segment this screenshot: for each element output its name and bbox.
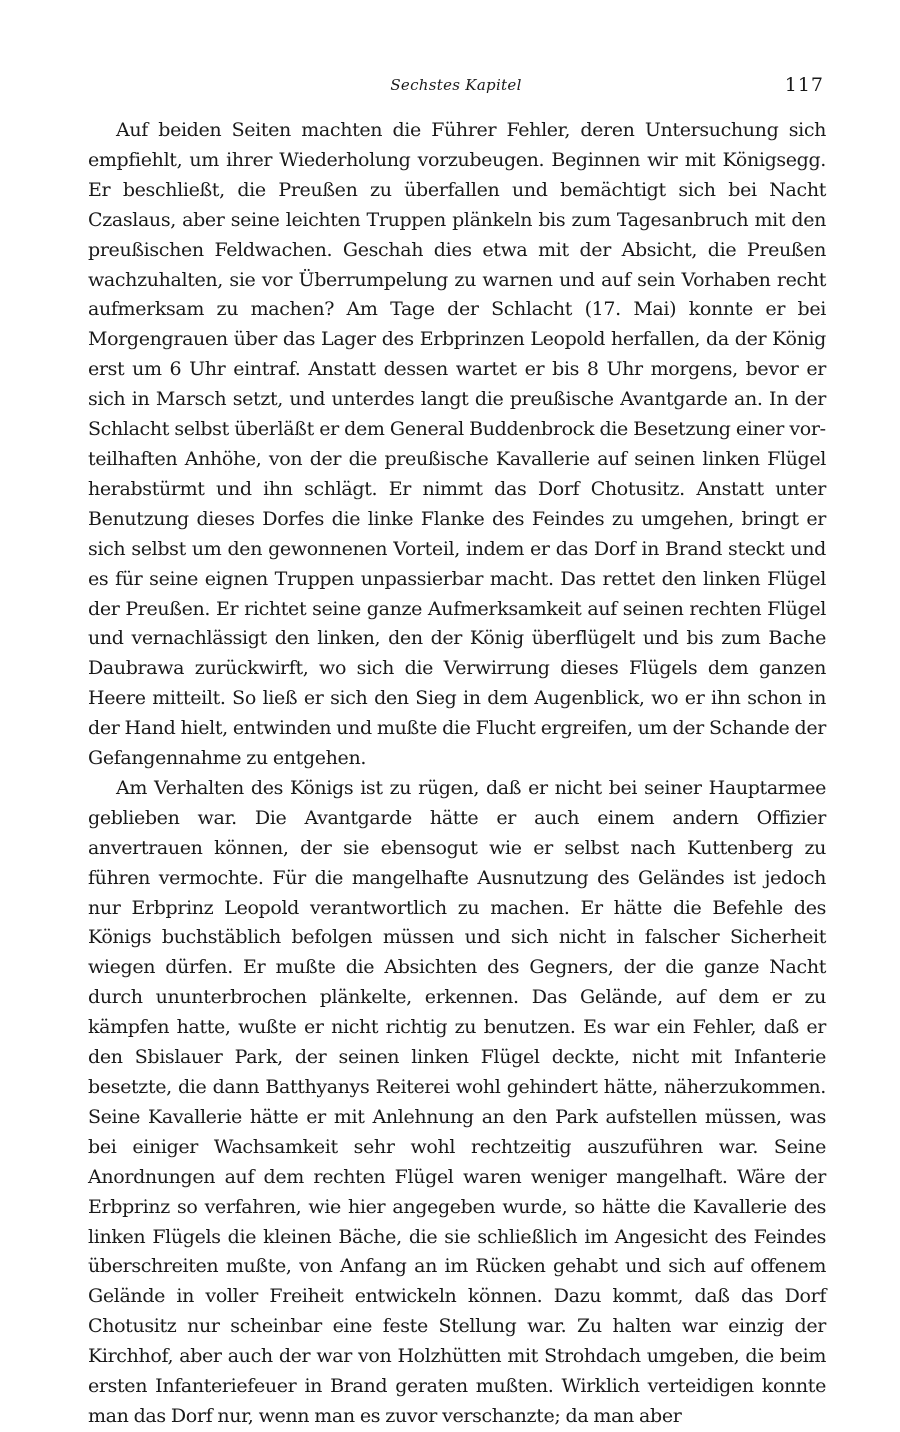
paragraph: Auf beiden Seiten machten die Führer Fehler, deren Untersuchung sich empfiehlt, um ihrer Wiederholung vorzubeugen. Beginnen wir mit Königsegg. Er beschließt, die Preußen zu überfallen und bemächtigt sich bei Nacht Czaslaus, aber seine leichten Truppen plänkeln bis zum Tagesanbruch mit den preußischen Feldwachen. Geschah dies etwa mit der Absicht, die Preußen wachzuhalten, sie vor Überrumpelung zu warnen und auf sein Vorhaben recht aufmerksam zu machen? Am Tage der Schlacht (17. Mai) konnte er bei Morgengrauen über das Lager des Erbprinzen Leopold herfallen, da der König erst um 6 Uhr eintraf. Anstatt dessen wartet er bis 8 Uhr morgens, bevor er sich in Marsch setzt, und unterdes langt die preußische Avantgarde an. In der Schlacht selbst überläßt er dem General Buddenbrock die Besetzung einer vorteilhaften Anhöhe, von der die preußische Kavallerie auf seinen linken Flügel herabstürmt und ihn schlägt. Er nimmt das Dorf Chotusitz. Anstatt unter Benutzung dieses Dorfes die linke Flanke des Feindes zu umgehen, bringt er sich selbst um den gewonnenen Vorteil, indem er das Dorf in Brand steckt und es für seine eignen Truppen unpassierbar macht. Das rettet den linken Flügel der Preußen. Er richtet seine ganze Aufmerksamkeit auf seinen rechten Flügel und vernachlässigt den linken, den der König überflügelt und bis zum Bache Daubrawa zurückwirft, wo sich die Verwirrung dieses Flügels dem ganzen Heere mitteilt. So ließ er sich den Sieg in dem Augenblick, wo er ihn schon in der Hand hielt, entwinden und mußte die Flucht ergreifen, um der Schande der Gefangennahme zu entgehen.	[88, 119, 826, 770]
body-text	[88, 116, 826, 1432]
page-number: 117	[784, 74, 824, 96]
chapter-title: Sechstes Kapitel	[390, 76, 522, 94]
paragraph: Am Verhalten des Königs ist zu rügen, daß er nicht bei seiner Hauptarmee geblieben war. Die Avantgarde hätte er auch einem andern Offizier anvertrauen können, der sie ebensogut wie er selbst nach Kuttenberg zu führen vermochte. Für die mangelhafte Ausnutzung des Geländes ist jedoch nur Erbprinz Leopold verantwortlich zu machen. Er hätte die Befehle des Königs buchstäblich befolgen müssen und sich nicht in falscher Sicherheit wiegen dürfen. Er mußte die Absichten des Gegners, der die ganze Nacht durch ununterbrochen plänkelte, erkennen. Das Gelände, auf dem er zu kämpfen hatte, wußte er nicht richtig zu benutzen. Es war ein Fehler, daß er den Sbislauer Park, der seinen linken Flügel deckte, nicht mit Infanterie besetzte, die dann Batthyanys Reiterei wohl gehindert hätte, näherzukommen. Seine Kavallerie hätte er mit Anlehnung an den Park aufstellen müssen, was bei einiger Wachsamkeit sehr wohl rechtzeitig auszuführen war. Seine Anordnungen auf dem rechten Flügel waren weniger mangelhaft. Wäre der Erbprinz so verfahren, wie hier angegeben wurde, so hätte die Kavallerie des linken Flügels die kleinen Bäche, die sie schließlich im Angesicht des Feindes überschreiten mußte, von Anfang an im Rücken gehabt und sich auf offenem Gelände in voller Freiheit entwickeln können. Dazu kommt, daß das Dorf Chotusitz nur scheinbar eine feste Stellung war. Zu halten war einzig der Kirchhof, aber auch der war von Holzhütten mit Strohdach umgeben, die beim ersten Infanteriefeuer in Brand geraten mußten. Wirklich verteidigen konnte man das Dorf nur, wenn man es zuvor verschanzte; da man aber	[88, 776, 826, 1427]
running-head	[88, 74, 824, 102]
